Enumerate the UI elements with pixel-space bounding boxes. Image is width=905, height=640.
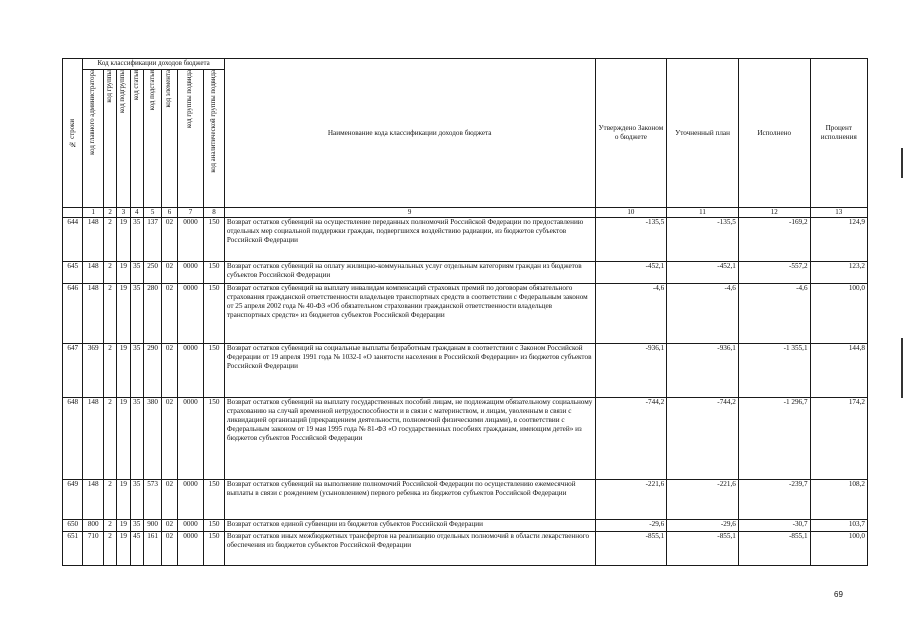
revised-value: -221,6 xyxy=(667,480,739,520)
analytic-code: 150 xyxy=(204,344,225,398)
subarticle-code: 137 xyxy=(143,218,161,262)
element-code: 02 xyxy=(162,532,177,566)
analytic-code: 150 xyxy=(204,520,225,532)
table-row xyxy=(63,284,868,344)
analytic-code: 150 xyxy=(204,398,225,480)
approved-value: -936,1 xyxy=(595,344,667,398)
column-number: 3 xyxy=(117,208,130,218)
article-code: 35 xyxy=(130,398,143,480)
table-row xyxy=(63,398,868,480)
column-number: 10 xyxy=(595,208,667,218)
page-number: 69 xyxy=(834,590,843,599)
element-code: 02 xyxy=(162,284,177,344)
analytic-code: 150 xyxy=(204,284,225,344)
table-row xyxy=(63,532,868,566)
column-number: 9 xyxy=(224,208,595,218)
header-code-admin-label: код главного администратора xyxy=(89,70,97,155)
executed-value: -239,7 xyxy=(738,480,810,520)
admin-code: 800 xyxy=(83,520,103,532)
executed-value: -855,1 xyxy=(738,532,810,566)
admin-code: 148 xyxy=(83,398,103,480)
executed-value: -1 355,1 xyxy=(738,344,810,398)
column-number: 4 xyxy=(130,208,143,218)
revenue-name: Возврат остатков субвенций на выполнение полномочий Российской Федерации по осуществлению ежемесячной выплаты в связи с рождением (усыновлением) первого ребенка из бюджетов субъектов Российской Федерации xyxy=(224,480,595,520)
executed-value: -1 296,7 xyxy=(738,398,810,480)
table-body xyxy=(63,218,868,566)
header-code-subarticle xyxy=(143,70,161,208)
admin-code: 710 xyxy=(83,532,103,566)
table-row xyxy=(63,218,868,262)
element-code: 02 xyxy=(162,520,177,532)
header-classification-group: Код классификации доходов бюджета xyxy=(83,59,224,70)
analytic-code: 150 xyxy=(204,218,225,262)
subgroup-code: 19 xyxy=(117,218,130,262)
percent-value: 174,2 xyxy=(810,398,867,480)
group-code: 2 xyxy=(103,480,116,520)
header-code-element xyxy=(162,70,177,208)
row-number: 651 xyxy=(63,532,83,566)
subgroup-code: 19 xyxy=(117,398,130,480)
article-code: 35 xyxy=(130,284,143,344)
admin-code: 148 xyxy=(83,284,103,344)
revenue-name: Возврат остатков иных межбюджетных трансфертов на реализацию отдельных полномочий в области лекарственного обеспечения из бюджетов субъектов Российской Федерации xyxy=(224,532,595,566)
scan-edge-mark xyxy=(901,148,903,178)
subtype-group-code: 0000 xyxy=(177,218,204,262)
approved-value: -135,5 xyxy=(595,218,667,262)
revised-value: -135,5 xyxy=(667,218,739,262)
percent-value: 144,8 xyxy=(810,344,867,398)
header-executed: Исполнено xyxy=(738,59,810,208)
subarticle-code: 161 xyxy=(143,532,161,566)
revenue-name: Возврат остатков субвенций на осуществление переданных полномочий Российской Федерации по предоставлению отдельных мер социальной поддержки граждан, подвергшихся воздействию радиации, из бюджетов субъектов Российской Федерации xyxy=(224,218,595,262)
group-code: 2 xyxy=(103,398,116,480)
analytic-code: 150 xyxy=(204,532,225,566)
header-row-number xyxy=(63,59,83,208)
column-number: 1 xyxy=(83,208,103,218)
subarticle-code: 573 xyxy=(143,480,161,520)
admin-code: 148 xyxy=(83,262,103,284)
header-row-number-label: № строки xyxy=(68,118,76,148)
revised-value: -855,1 xyxy=(667,532,739,566)
row-number: 647 xyxy=(63,344,83,398)
admin-code: 369 xyxy=(83,344,103,398)
element-code: 02 xyxy=(162,344,177,398)
revenue-name: Возврат остатков субвенций на выплату инвалидам компенсаций страховых премий по договорам обязательного страхования гражданской ответственности владельцев транспортных средств в соответствии с Федеральным законом от 25 апреля 2002 года № 40-ФЗ «Об обязательном страховании гражданской ответственности владельцев транспортных средств» из бюджетов субъектов Российской Федерации xyxy=(224,284,595,344)
column-number: 11 xyxy=(667,208,739,218)
header-code-analytic-group-label: код аналитической группы подвида xyxy=(210,70,218,173)
subarticle-code: 250 xyxy=(143,262,161,284)
header-code-subarticle-label: код подстатьи xyxy=(148,70,156,111)
column-number-row xyxy=(63,208,868,218)
article-code: 35 xyxy=(130,218,143,262)
approved-value: -221,6 xyxy=(595,480,667,520)
revenue-name: Возврат остатков единой субвенции из бюджетов субъектов Российской Федерации xyxy=(224,520,595,532)
table-row xyxy=(63,262,868,284)
row-number: 645 xyxy=(63,262,83,284)
subarticle-code: 380 xyxy=(143,398,161,480)
subtype-group-code: 0000 xyxy=(177,262,204,284)
group-code: 2 xyxy=(103,532,116,566)
group-code: 2 xyxy=(103,344,116,398)
element-code: 02 xyxy=(162,262,177,284)
subtype-group-code: 0000 xyxy=(177,532,204,566)
percent-value: 103,7 xyxy=(810,520,867,532)
header-code-subtype-group xyxy=(177,70,204,208)
subgroup-code: 19 xyxy=(117,532,130,566)
subgroup-code: 19 xyxy=(117,520,130,532)
executed-value: -169,2 xyxy=(738,218,810,262)
article-code: 45 xyxy=(130,532,143,566)
subarticle-code: 900 xyxy=(143,520,161,532)
analytic-code: 150 xyxy=(204,480,225,520)
header-revised: Уточненный план xyxy=(667,59,739,208)
subgroup-code: 19 xyxy=(117,480,130,520)
approved-value: -744,2 xyxy=(595,398,667,480)
subgroup-code: 19 xyxy=(117,344,130,398)
percent-value: 123,2 xyxy=(810,262,867,284)
revised-value: -744,2 xyxy=(667,398,739,480)
table-header xyxy=(63,59,868,218)
subtype-group-code: 0000 xyxy=(177,480,204,520)
header-code-subgroup xyxy=(117,70,130,208)
article-code: 35 xyxy=(130,520,143,532)
article-code: 35 xyxy=(130,262,143,284)
percent-value: 124,9 xyxy=(810,218,867,262)
column-number: 6 xyxy=(162,208,177,218)
row-number: 648 xyxy=(63,398,83,480)
article-code: 35 xyxy=(130,480,143,520)
column-number: 2 xyxy=(103,208,116,218)
header-code-article-label: код статьи xyxy=(132,70,140,101)
header-approved: Утверждено Законом о бюджете xyxy=(595,59,667,208)
executed-value: -30,7 xyxy=(738,520,810,532)
column-number: 12 xyxy=(738,208,810,218)
percent-value: 108,2 xyxy=(810,480,867,520)
revised-value: -936,1 xyxy=(667,344,739,398)
revised-value: -29,6 xyxy=(667,520,739,532)
element-code: 02 xyxy=(162,218,177,262)
element-code: 02 xyxy=(162,398,177,480)
row-number: 644 xyxy=(63,218,83,262)
group-code: 2 xyxy=(103,262,116,284)
article-code: 35 xyxy=(130,344,143,398)
subtype-group-code: 0000 xyxy=(177,520,204,532)
table-row xyxy=(63,480,868,520)
header-code-article xyxy=(130,70,143,208)
revenue-table xyxy=(62,58,868,566)
subgroup-code: 19 xyxy=(117,262,130,284)
approved-value: -855,1 xyxy=(595,532,667,566)
subarticle-code: 280 xyxy=(143,284,161,344)
group-code: 2 xyxy=(103,218,116,262)
column-number: 5 xyxy=(143,208,161,218)
column-number xyxy=(63,208,83,218)
scan-edge-mark xyxy=(901,338,903,398)
subtype-group-code: 0000 xyxy=(177,284,204,344)
executed-value: -557,2 xyxy=(738,262,810,284)
table-row xyxy=(63,520,868,532)
approved-value: -4,6 xyxy=(595,284,667,344)
header-code-analytic-group xyxy=(204,70,225,208)
header-code-group-label: код группы xyxy=(106,70,114,103)
percent-value: 100,0 xyxy=(810,284,867,344)
revenue-name: Возврат остатков субвенций на социальные выплаты безработным гражданам в соответствии с Законом Российской Федерации от 19 апреля 1991 года № 1032-I «О занятости населения в Российской Федерации» из бюджетов субъектов Российской Федерации xyxy=(224,344,595,398)
percent-value: 100,0 xyxy=(810,532,867,566)
admin-code: 148 xyxy=(83,480,103,520)
column-number: 13 xyxy=(810,208,867,218)
analytic-code: 150 xyxy=(204,262,225,284)
header-code-subgroup-label: код подгруппы xyxy=(119,70,127,114)
admin-code: 148 xyxy=(83,218,103,262)
approved-value: -29,6 xyxy=(595,520,667,532)
revised-value: -4,6 xyxy=(667,284,739,344)
subgroup-code: 19 xyxy=(117,284,130,344)
approved-value: -452,1 xyxy=(595,262,667,284)
header-code-group xyxy=(103,70,116,208)
column-number: 7 xyxy=(177,208,204,218)
header-percent: Процент исполнения xyxy=(810,59,867,208)
row-number: 646 xyxy=(63,284,83,344)
revised-value: -452,1 xyxy=(667,262,739,284)
column-number: 8 xyxy=(204,208,225,218)
executed-value: -4,6 xyxy=(738,284,810,344)
header-name: Наименование кода классификации доходов бюджета xyxy=(224,59,595,208)
header-code-element-label: код элемента xyxy=(165,70,173,108)
subtype-group-code: 0000 xyxy=(177,344,204,398)
row-number: 649 xyxy=(63,480,83,520)
row-number: 650 xyxy=(63,520,83,532)
table-row xyxy=(63,344,868,398)
element-code: 02 xyxy=(162,480,177,520)
group-code: 2 xyxy=(103,520,116,532)
subarticle-code: 290 xyxy=(143,344,161,398)
header-code-subtype-group-label: код группы подвида xyxy=(186,70,194,129)
header-code-admin xyxy=(83,70,103,208)
subtype-group-code: 0000 xyxy=(177,398,204,480)
group-code: 2 xyxy=(103,284,116,344)
revenue-name: Возврат остатков субвенций на оплату жилищно-коммунальных услуг отдельным категориям граждан из бюджетов субъектов Российской Федерации xyxy=(224,262,595,284)
revenue-name: Возврат остатков субвенций на выплату государственных пособий лицам, не подлежащим обязательному социальному страхованию на случай временной нетрудоспособности и в связи с материнством, и лицам, уволенным в связи с ликвидацией организаций (прекращением деятельности, полномочий физическими лицами), в соответствии с Федеральным законом от 19 мая 1995 года № 81-ФЗ «О государственных пособиях гражданам, имеющим детей» из бюджетов субъектов Российской Федерации xyxy=(224,398,595,480)
